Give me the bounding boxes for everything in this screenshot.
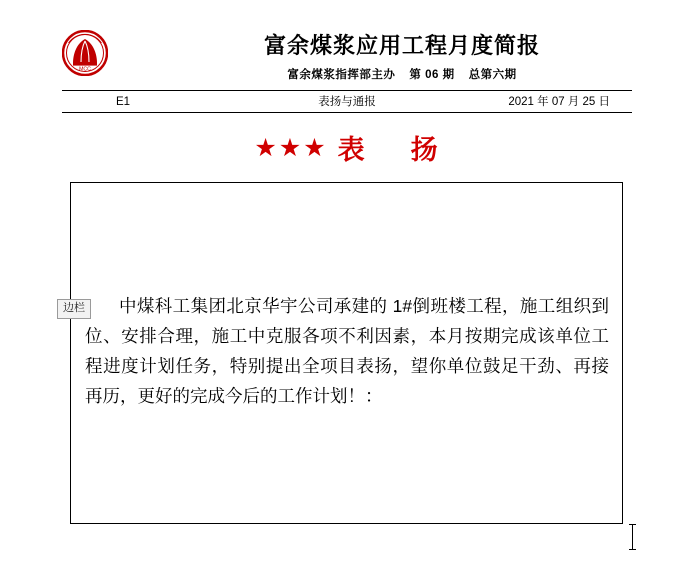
subtitle-organizer: 富余煤浆指挥部主办 bbox=[287, 69, 396, 81]
header-meta-row bbox=[62, 92, 632, 112]
body-paragraph: 中煤科工集团北京华宇公司承建的 1#倒班楼工程，施工组织到位、安排合理，施工中克服各项不利因素，本月按期完成该单位工程进度计划任务，特别提出全项目表扬，望你单位鼓足干劲、再接再历，更好的完成今后的工作计划！： bbox=[85, 296, 609, 406]
svg-text:MCC: MCC bbox=[79, 66, 91, 73]
banner-text-left: 表 bbox=[337, 135, 367, 165]
subtitle-issue: 第 06 期 bbox=[409, 69, 455, 81]
title-block bbox=[172, 32, 632, 82]
header-rule-top bbox=[62, 90, 632, 91]
company-logo-icon bbox=[62, 30, 108, 76]
document-header bbox=[62, 16, 632, 88]
subtitle-total-issue: 总第六期 bbox=[468, 69, 517, 81]
issue-date: 2021 年 07 月 25 日 bbox=[508, 96, 610, 108]
body-content-box bbox=[70, 182, 623, 524]
sidebar-callout-tag[interactable]: 边栏 bbox=[57, 299, 91, 319]
document-title: 富余煤浆应用工程月度简报 bbox=[263, 33, 540, 58]
page-label: E1 bbox=[116, 96, 131, 108]
document-subtitle bbox=[172, 66, 632, 82]
section-label: 表扬与通报 bbox=[318, 96, 376, 108]
header-rule-bottom bbox=[62, 112, 632, 113]
banner-text-right: 扬 bbox=[410, 135, 440, 165]
praise-banner bbox=[62, 128, 632, 172]
text-caret bbox=[632, 524, 633, 550]
stars-icon: ★★★ bbox=[254, 133, 328, 162]
